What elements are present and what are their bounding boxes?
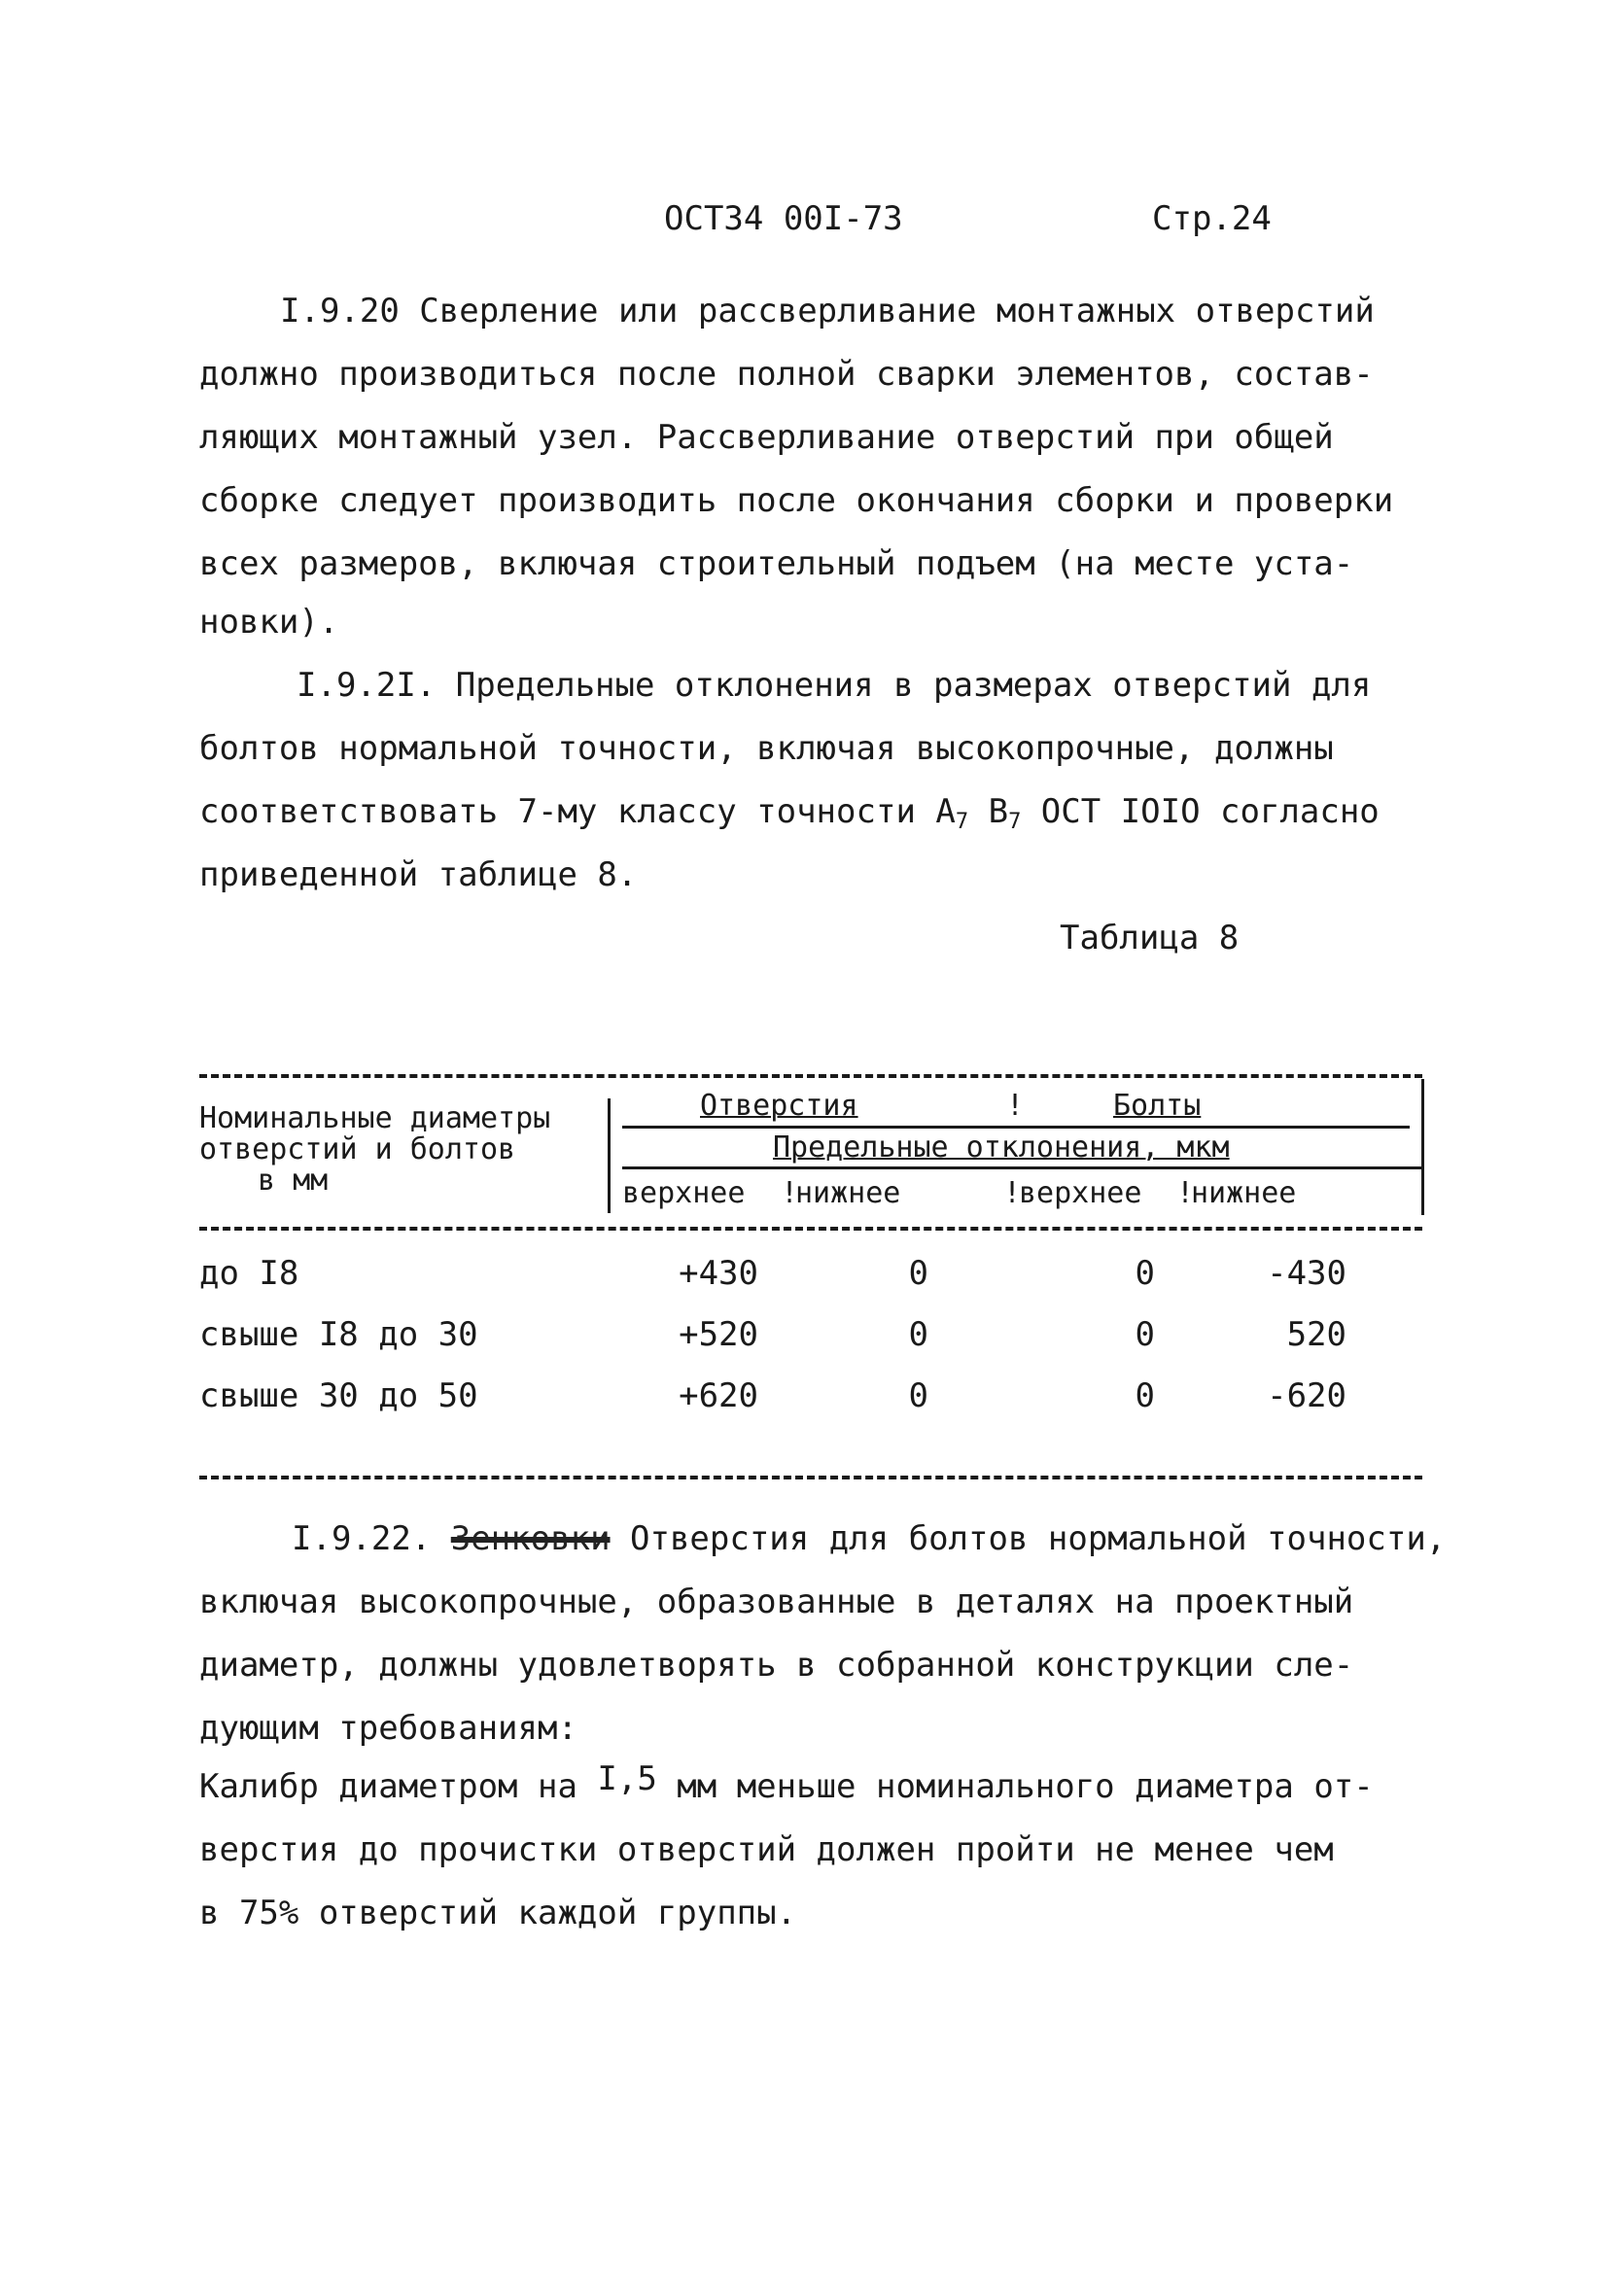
col-group-holes: Отверстия bbox=[700, 1089, 858, 1123]
paragraph-line: болтов нормальной точности, включая высокопрочные, должны bbox=[199, 729, 1334, 768]
subscript: 7 bbox=[955, 810, 969, 834]
page-number: Стр.24 bbox=[1152, 199, 1272, 238]
paragraph-line: всех размеров, включая строительный подъем (на месте уста- bbox=[199, 544, 1354, 583]
table-caption: Таблица 8 bbox=[1060, 919, 1240, 957]
col-header-lower: нижнее bbox=[795, 1176, 901, 1210]
paragraph-line: должно производиться после полной сварки элементов, состав- bbox=[199, 355, 1374, 394]
paragraph-line: верстия до прочистки отверстий должен пройти не менее чем bbox=[199, 1830, 1334, 1869]
cell-hole-upper: +620 bbox=[679, 1376, 758, 1415]
col-header-nominal: в мм bbox=[258, 1164, 329, 1198]
cell-bolt-upper: 0 bbox=[1135, 1254, 1155, 1293]
column-separator bbox=[1421, 1079, 1424, 1215]
line-text: соответствовать 7-му классу точности A bbox=[199, 792, 956, 831]
column-separator-mark: ! bbox=[1176, 1176, 1195, 1210]
cell-bolt-lower: -430 bbox=[1267, 1254, 1346, 1293]
paragraph-line bbox=[199, 792, 1380, 842]
column-separator bbox=[608, 1098, 611, 1213]
struck-word: Зенковки bbox=[450, 1519, 611, 1558]
cell-bolt-lower: 520 bbox=[1286, 1315, 1346, 1354]
col-group-bolts: Болты bbox=[1113, 1089, 1202, 1123]
col-header-nominal: Номинальные диаметры bbox=[199, 1101, 551, 1135]
paragraph-line: в 75% отверстий каждой группы. bbox=[199, 1894, 797, 1932]
line-text: Отверстия для болтов нормальной точности, bbox=[610, 1519, 1447, 1558]
subscript: 7 bbox=[1008, 810, 1022, 834]
paragraph-line: включая высокопрочные, образованные в деталях на проектный bbox=[199, 1583, 1354, 1621]
cell-hole-upper: +430 bbox=[679, 1254, 758, 1293]
paragraph-line: I.9.2I. Предельные отклонения в размерах отверстий для bbox=[297, 666, 1372, 705]
header-rule bbox=[622, 1126, 1410, 1129]
line-text: мм меньше номинального диаметра от- bbox=[656, 1767, 1374, 1806]
paragraph-line: новки). bbox=[199, 603, 339, 642]
paragraph-line: ляющих монтажный узел. Рассверливание отверстий при общей bbox=[199, 418, 1334, 457]
paragraph-line bbox=[199, 1759, 1374, 1806]
row-label: свыше 30 до 50 bbox=[199, 1376, 478, 1415]
document-code: ОСТ34 00I-73 bbox=[664, 199, 903, 238]
line-text: ОСТ IOIO согласно bbox=[1021, 792, 1380, 831]
paragraph-line: сборке следует производить после окончания сборки и проверки bbox=[199, 481, 1394, 520]
cell-hole-upper: +520 bbox=[679, 1315, 758, 1354]
cell-hole-lower: 0 bbox=[908, 1376, 928, 1415]
header-rule bbox=[622, 1166, 1421, 1169]
paragraph-line: диаметр, должны удовлетворять в собранной конструкции сле- bbox=[199, 1646, 1354, 1685]
cell-hole-lower: 0 bbox=[908, 1315, 928, 1354]
cell-hole-lower: 0 bbox=[908, 1254, 928, 1293]
col-header-lower: нижнее bbox=[1191, 1176, 1297, 1210]
cell-bolt-upper: 0 bbox=[1135, 1315, 1155, 1354]
paragraph-line: дующим требованиям: bbox=[199, 1709, 577, 1748]
row-label: до I8 bbox=[199, 1254, 299, 1293]
paragraph-line: I.9.20 Сверление или рассверливание монтажных отверстий bbox=[280, 292, 1375, 330]
cell-bolt-lower: -620 bbox=[1267, 1376, 1346, 1415]
col-group-deviation: Предельные отклонения, мкм bbox=[773, 1131, 1230, 1165]
column-separator-mark: ! bbox=[1003, 1176, 1022, 1210]
column-separator-mark: ! bbox=[1006, 1089, 1025, 1123]
row-label: свыше I8 до 30 bbox=[199, 1315, 478, 1354]
table-bottom-border bbox=[199, 1476, 1422, 1479]
table-header-border bbox=[199, 1227, 1422, 1231]
table-top-border bbox=[199, 1074, 1422, 1078]
col-header-nominal: отверстий и болтов bbox=[199, 1132, 516, 1166]
number-raised: I,5 bbox=[597, 1759, 657, 1798]
paragraph-line: приведенной таблице 8. bbox=[199, 855, 638, 894]
col-header-upper: верхнее bbox=[1019, 1176, 1142, 1210]
line-text: Калибр диаметром на bbox=[199, 1767, 598, 1806]
column-separator-mark: ! bbox=[781, 1176, 799, 1210]
clause-number: I.9.22. bbox=[292, 1519, 432, 1558]
paragraph-line bbox=[292, 1519, 1446, 1558]
cell-bolt-upper: 0 bbox=[1135, 1376, 1155, 1415]
col-header-upper: верхнее bbox=[622, 1176, 746, 1210]
line-text: B bbox=[968, 792, 1009, 831]
